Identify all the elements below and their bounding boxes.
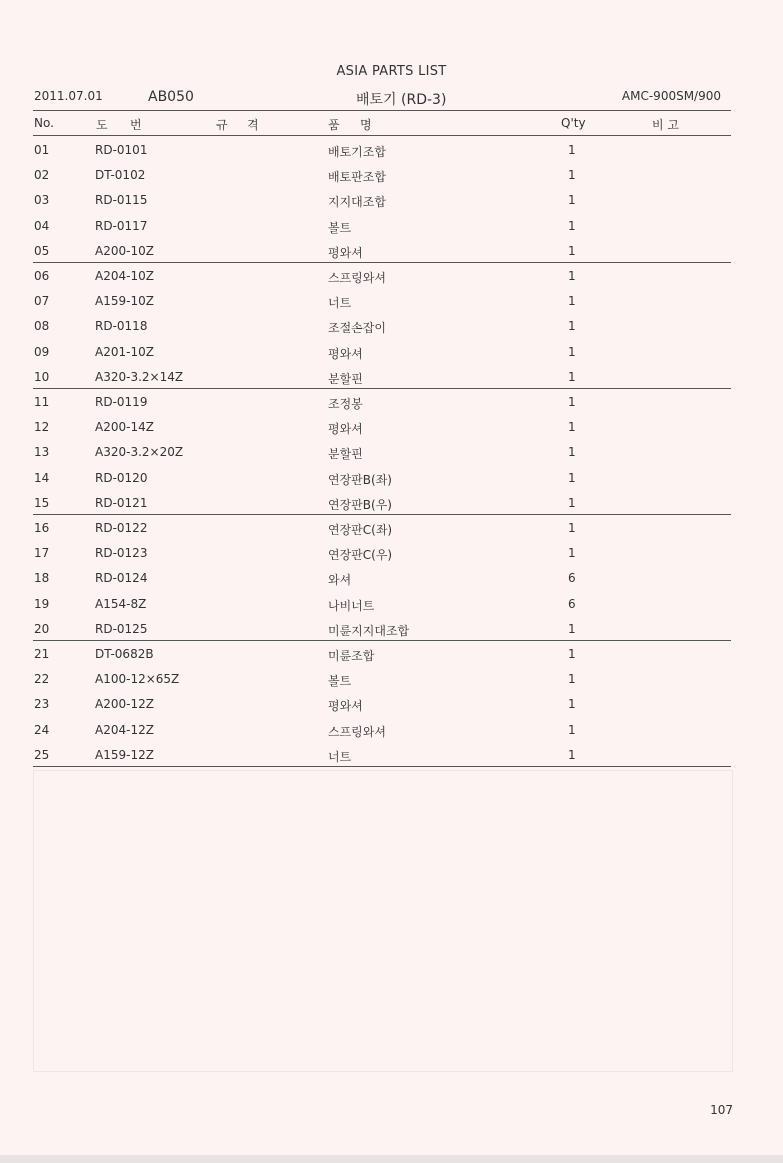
row-number: 07 bbox=[34, 294, 50, 308]
row-number: 14 bbox=[34, 471, 50, 485]
row-number: 20 bbox=[34, 622, 50, 636]
col-note: 비 고 bbox=[652, 118, 679, 132]
part-number: A204-12Z bbox=[95, 723, 154, 737]
quantity: 1 bbox=[568, 370, 576, 384]
table-row bbox=[0, 622, 783, 647]
part-name: 나비너트 bbox=[328, 599, 375, 613]
part-number: RD-0125 bbox=[95, 622, 148, 636]
quantity: 1 bbox=[568, 445, 576, 459]
part-name: 배토판조합 bbox=[328, 170, 386, 184]
part-name: 연장판C(우) bbox=[328, 548, 393, 562]
part-number: A200-14Z bbox=[95, 420, 154, 434]
group-divider bbox=[33, 262, 731, 263]
section-code: AB050 bbox=[148, 89, 194, 105]
part-name: 와셔 bbox=[328, 573, 352, 587]
row-number: 09 bbox=[34, 345, 50, 359]
group-divider bbox=[33, 388, 731, 389]
table-row bbox=[0, 647, 783, 672]
row-number: 02 bbox=[34, 168, 50, 182]
part-name: 연장판B(우) bbox=[328, 498, 392, 512]
table-row bbox=[0, 219, 783, 244]
row-number: 06 bbox=[34, 269, 50, 283]
document-title: ASIA PARTS LIST bbox=[336, 64, 447, 79]
row-number: 01 bbox=[34, 143, 50, 157]
col-part-a: 도 bbox=[96, 118, 108, 132]
col-spec-a: 규 bbox=[216, 118, 228, 132]
row-number: 19 bbox=[34, 597, 50, 611]
row-number: 25 bbox=[34, 748, 50, 762]
group-divider bbox=[33, 766, 731, 767]
part-number: RD-0120 bbox=[95, 471, 148, 485]
quantity: 1 bbox=[568, 395, 576, 409]
row-number: 11 bbox=[34, 395, 50, 409]
issue-date: 2011.07.01 bbox=[34, 89, 103, 103]
quantity: 6 bbox=[568, 571, 576, 585]
part-name: 볼트 bbox=[328, 674, 352, 688]
part-number: A320-3.2×20Z bbox=[95, 445, 184, 459]
part-number: RD-0122 bbox=[95, 521, 148, 535]
col-no: No. bbox=[34, 116, 54, 130]
table-row bbox=[0, 143, 783, 168]
col-name-b: 명 bbox=[360, 118, 372, 132]
part-name: 평와셔 bbox=[328, 422, 363, 436]
quantity: 1 bbox=[568, 546, 576, 560]
quantity: 1 bbox=[568, 697, 576, 711]
part-number: A100-12×65Z bbox=[95, 672, 180, 686]
column-header-divider bbox=[33, 135, 731, 136]
part-number: RD-0123 bbox=[95, 546, 148, 560]
quantity: 1 bbox=[568, 168, 576, 182]
part-name: 분할핀 bbox=[328, 447, 363, 461]
part-number: A320-3.2×14Z bbox=[95, 370, 184, 384]
row-number: 18 bbox=[34, 571, 50, 585]
part-number: RD-0119 bbox=[95, 395, 148, 409]
quantity: 1 bbox=[568, 269, 576, 283]
quantity: 1 bbox=[568, 193, 576, 207]
row-number: 17 bbox=[34, 546, 50, 560]
part-name: 평와셔 bbox=[328, 699, 363, 713]
faded-diagram-area bbox=[33, 770, 733, 1072]
page-number: 107 bbox=[710, 1103, 733, 1117]
part-name: 연장판B(좌) bbox=[328, 473, 392, 487]
row-number: 08 bbox=[34, 319, 50, 333]
col-spec-b: 격 bbox=[247, 118, 259, 132]
part-name: 평와셔 bbox=[328, 246, 363, 260]
model-number: AMC-900SM/900 bbox=[621, 89, 721, 103]
quantity: 1 bbox=[568, 244, 576, 258]
header-divider bbox=[33, 110, 731, 111]
part-number: A154-8Z bbox=[95, 597, 147, 611]
row-number: 22 bbox=[34, 672, 50, 686]
quantity: 1 bbox=[568, 723, 576, 737]
part-number: RD-0124 bbox=[95, 571, 148, 585]
part-name: 미륜지지대조합 bbox=[328, 624, 410, 638]
part-name: 조절손잡이 bbox=[328, 321, 386, 335]
part-name: 미륜조합 bbox=[328, 649, 375, 663]
row-number: 24 bbox=[34, 723, 50, 737]
col-name-a: 품 bbox=[328, 118, 340, 132]
group-divider bbox=[33, 640, 731, 641]
part-name: 볼트 bbox=[328, 221, 352, 235]
row-number: 13 bbox=[34, 445, 50, 459]
part-name: 너트 bbox=[328, 296, 352, 310]
part-number: DT-0682B bbox=[95, 647, 154, 661]
quantity: 1 bbox=[568, 345, 576, 359]
row-number: 03 bbox=[34, 193, 50, 207]
part-name: 스프링와셔 bbox=[328, 271, 386, 285]
part-name: 지지대조합 bbox=[328, 195, 386, 209]
quantity: 1 bbox=[568, 219, 576, 233]
col-part-b: 번 bbox=[130, 118, 142, 132]
table-row bbox=[0, 193, 783, 218]
part-number: A201-10Z bbox=[95, 345, 154, 359]
quantity: 1 bbox=[568, 319, 576, 333]
table-row bbox=[0, 672, 783, 697]
table-row bbox=[0, 269, 783, 294]
table-row bbox=[0, 571, 783, 596]
table-row bbox=[0, 370, 783, 395]
table-row bbox=[0, 244, 783, 269]
quantity: 1 bbox=[568, 622, 576, 636]
part-number: A159-12Z bbox=[95, 748, 154, 762]
part-name: 너트 bbox=[328, 750, 352, 764]
quantity: 1 bbox=[568, 471, 576, 485]
scan-edge bbox=[0, 1155, 783, 1163]
quantity: 1 bbox=[568, 647, 576, 661]
table-row bbox=[0, 521, 783, 546]
part-name: 조정봉 bbox=[328, 397, 363, 411]
row-number: 15 bbox=[34, 496, 50, 510]
part-name: 배토기조합 bbox=[328, 145, 386, 159]
part-name: 스프링와셔 bbox=[328, 725, 386, 739]
col-qty: Q'ty bbox=[561, 116, 586, 130]
part-number: A200-10Z bbox=[95, 244, 154, 258]
row-number: 10 bbox=[34, 370, 50, 384]
table-row bbox=[0, 445, 783, 470]
group-divider bbox=[33, 514, 731, 515]
part-number: RD-0101 bbox=[95, 143, 148, 157]
row-number: 04 bbox=[34, 219, 50, 233]
part-name: 연장판C(좌) bbox=[328, 523, 393, 537]
part-name: 분할핀 bbox=[328, 372, 363, 386]
part-number: RD-0117 bbox=[95, 219, 148, 233]
table-row bbox=[0, 395, 783, 420]
table-row bbox=[0, 723, 783, 748]
quantity: 1 bbox=[568, 748, 576, 762]
part-number: A204-10Z bbox=[95, 269, 154, 283]
table-row bbox=[0, 471, 783, 496]
quantity: 1 bbox=[568, 143, 576, 157]
row-number: 12 bbox=[34, 420, 50, 434]
part-number: RD-0121 bbox=[95, 496, 148, 510]
quantity: 1 bbox=[568, 496, 576, 510]
row-number: 05 bbox=[34, 244, 50, 258]
quantity: 1 bbox=[568, 294, 576, 308]
quantity: 1 bbox=[568, 420, 576, 434]
row-number: 21 bbox=[34, 647, 50, 661]
table-row bbox=[0, 345, 783, 370]
quantity: 1 bbox=[568, 672, 576, 686]
part-number: RD-0118 bbox=[95, 319, 148, 333]
table-row bbox=[0, 420, 783, 445]
assembly-name: 배토기 (RD-3) bbox=[356, 92, 447, 108]
part-number: A200-12Z bbox=[95, 697, 154, 711]
table-row bbox=[0, 546, 783, 571]
quantity: 6 bbox=[568, 597, 576, 611]
table-row bbox=[0, 697, 783, 722]
table-row bbox=[0, 496, 783, 521]
table-row bbox=[0, 319, 783, 344]
part-number: DT-0102 bbox=[95, 168, 146, 182]
part-number: A159-10Z bbox=[95, 294, 154, 308]
row-number: 23 bbox=[34, 697, 50, 711]
part-name: 평와셔 bbox=[328, 347, 363, 361]
row-number: 16 bbox=[34, 521, 50, 535]
part-number: RD-0115 bbox=[95, 193, 148, 207]
table-row bbox=[0, 294, 783, 319]
quantity: 1 bbox=[568, 521, 576, 535]
table-row bbox=[0, 597, 783, 622]
table-row bbox=[0, 168, 783, 193]
